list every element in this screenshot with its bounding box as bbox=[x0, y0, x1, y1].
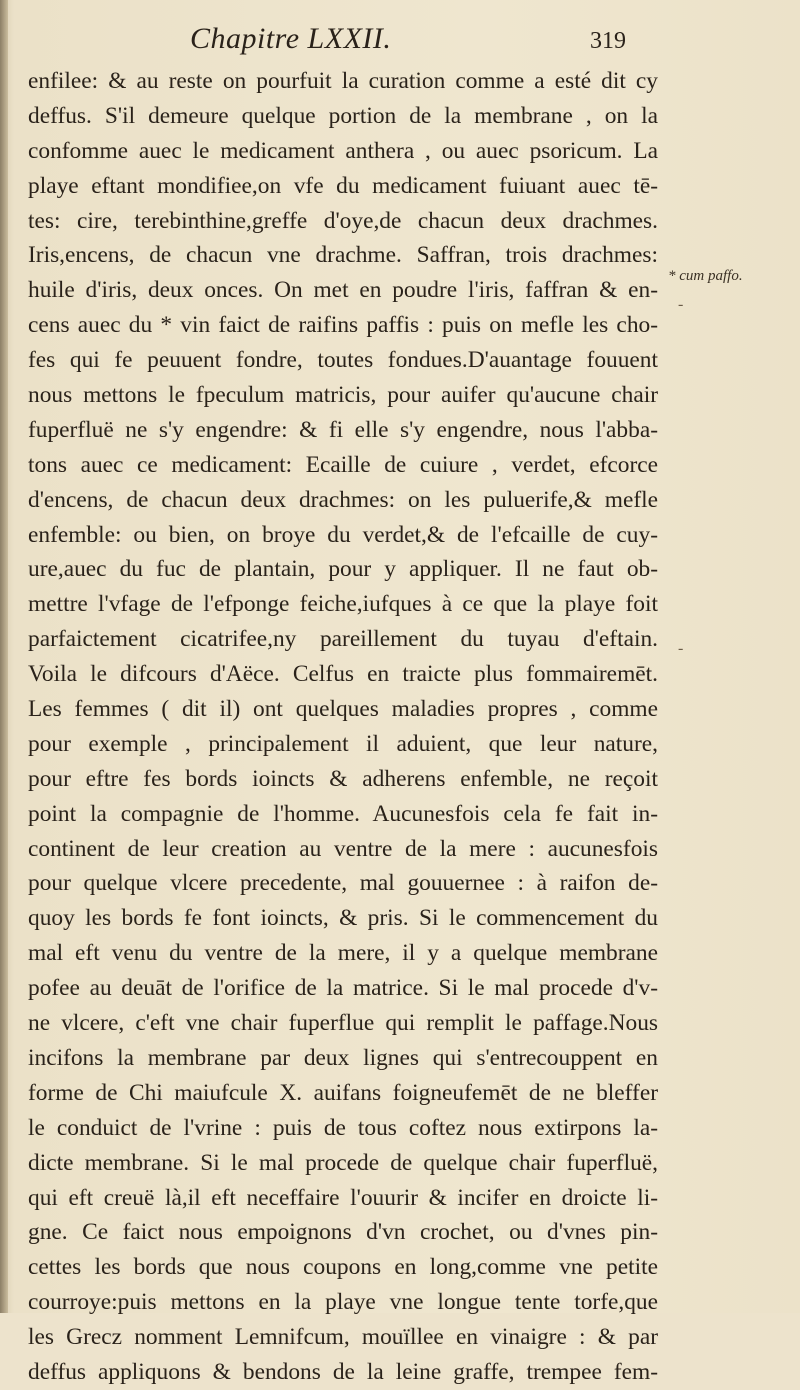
text-line: mal eft venu du ventre de la mere, il y a quelque membrane bbox=[28, 940, 658, 967]
margin-dash-mark: - bbox=[678, 296, 684, 313]
text-line: deffus. S'il demeure quelque portion de la membrane , on la bbox=[28, 102, 658, 129]
text-line: mettre l'vfage de l'efponge feiche,iufques à ce que la playe foit bbox=[28, 591, 658, 618]
text-line: cettes les bords que nous coupons en long,comme vne petite bbox=[28, 1254, 658, 1281]
text-line: playe eftant mondifiee,on vfe du medicament fuiuant auec tē- bbox=[28, 172, 658, 199]
margin-note: * cum paffo. bbox=[668, 268, 743, 284]
text-line: ne vlcere, c'eft vne chair fuperflue qui remplit le paffage.Nous bbox=[28, 1010, 658, 1037]
text-line: pour eftre fes bords ioincts & adherens enfemble, ne reçoit bbox=[28, 765, 658, 792]
text-line: incifons la membrane par deux lignes qui s'entrecouppent en bbox=[28, 1044, 658, 1071]
text-line: pour quelque vlcere precedente, mal gouuernee : à raifon de- bbox=[28, 870, 658, 897]
text-line: pofee au deuāt de l'orifice de la matrice. Si le mal procede d'v- bbox=[28, 975, 658, 1002]
running-title: Chapitre LXXII. bbox=[190, 22, 392, 55]
page-number: 319 bbox=[590, 28, 626, 54]
text-line: le conduict de l'vrine : puis de tous coftez nous extirpons la- bbox=[28, 1114, 658, 1141]
text-line: pour exemple , principalement il aduient, que leur nature, bbox=[28, 730, 658, 757]
text-line: point la compagnie de l'homme. Aucunesfois cela fe fait in- bbox=[28, 800, 658, 827]
margin-dash-mark: - bbox=[678, 640, 684, 657]
page-binding-edge bbox=[0, 0, 8, 1313]
text-line: les Grecz nomment Lemnifcum, mouïllee en vinaigre : & par bbox=[28, 1324, 658, 1351]
text-line: fuperfluë ne s'y engendre: & fi elle s'y engendre, nous l'abba- bbox=[28, 416, 658, 443]
text-line: confomme auec le medicament anthera , ou auec psoricum. La bbox=[28, 137, 658, 164]
text-line: d'encens, de chacun deux drachmes: on les puluerife,& mefle bbox=[28, 486, 658, 513]
text-line: tons auec ce medicament: Ecaille de cuiure , verdet, efcorce bbox=[28, 451, 658, 478]
body-text bbox=[28, 64, 658, 1390]
text-line: parfaictement cicatrifee,ny pareillement du tuyau d'eftain. bbox=[28, 626, 658, 653]
text-line: quoy les bords fe font ioincts, & pris. Si le commencement du bbox=[28, 905, 658, 932]
text-line: ure,auec du fuc de plantain, pour y appliquer. Il ne faut ob- bbox=[28, 556, 658, 583]
text-line: Iris,encens, de chacun vne drachme. Saffran, trois drachmes: bbox=[28, 242, 658, 269]
text-line: huile d'iris, deux onces. On met en poudre l'iris, faffran & en- bbox=[28, 277, 658, 304]
text-line: deffus appliquons & bendons de la leine graffe, trempee fem- bbox=[28, 1358, 658, 1385]
text-line: qui eft creuë là,il eft neceffaire l'ouurir & incifer en droicte li- bbox=[28, 1184, 658, 1211]
text-line: enfemble: ou bien, on broye du verdet,& de l'efcaille de cuy- bbox=[28, 521, 658, 548]
text-line: forme de Chi maiufcule X. auifans foigneufemēt de ne bleffer bbox=[28, 1079, 658, 1106]
text-line: enfilee: & au reste on pourfuit la curation comme a esté dit cy bbox=[28, 68, 658, 94]
text-line: Voila le difcours d'Aëce. Celfus en traicte plus fommairemēt. bbox=[28, 661, 658, 688]
text-line: dicte membrane. Si le mal procede de quelque chair fuperfluë, bbox=[28, 1149, 658, 1176]
text-line: cens auec du * vin faict de raifins paffis : puis on mefle les cho- bbox=[28, 312, 658, 339]
text-line: gne. Ce faict nous empoignons d'vn crochet, ou d'vnes pin- bbox=[28, 1219, 658, 1246]
text-line: tes: cire, terebinthine,greffe d'oye,de chacun deux drachmes. bbox=[28, 207, 658, 234]
text-line: continent de leur creation au ventre de la mere : aucunesfois bbox=[28, 835, 658, 862]
text-line: fes qui fe peuuent fondre, toutes fondues.D'auantage fouuent bbox=[28, 347, 658, 374]
page-header bbox=[0, 22, 800, 62]
text-line: courroye:puis mettons en la playe vne longue tente torfe,que bbox=[28, 1289, 658, 1316]
text-line: nous mettons le fpeculum matricis, pour auifer qu'aucune chair bbox=[28, 382, 658, 409]
text-line: Les femmes ( dit il) ont quelques maladies propres , comme bbox=[28, 696, 658, 723]
